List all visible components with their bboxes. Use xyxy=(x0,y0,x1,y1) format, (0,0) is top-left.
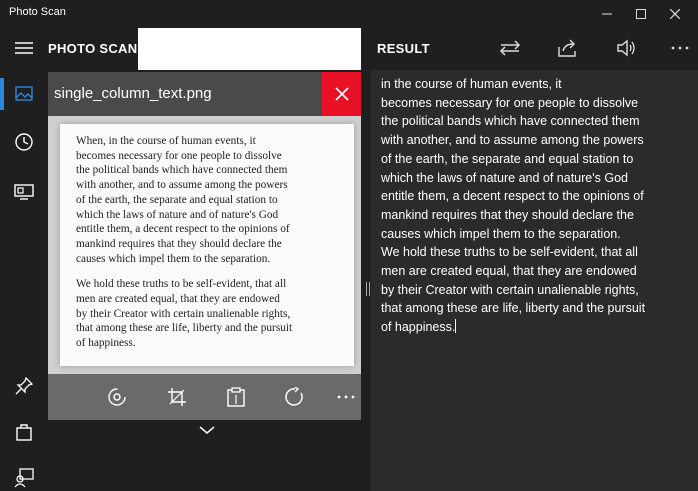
close-icon xyxy=(335,87,349,101)
left-rail xyxy=(0,28,48,491)
card-close-button[interactable] xyxy=(322,72,361,116)
card-filename: single_column_text.png xyxy=(54,85,212,102)
rotate-icon xyxy=(285,387,305,407)
result-more-button[interactable] xyxy=(667,36,693,60)
menu-button[interactable] xyxy=(0,28,48,68)
app-title: Photo Scan xyxy=(9,6,66,18)
scan-icon xyxy=(107,387,127,407)
close-icon xyxy=(670,9,680,19)
close-window-button[interactable] xyxy=(652,0,698,28)
panel-splitter[interactable] xyxy=(361,28,371,491)
store-bag-icon xyxy=(16,423,32,441)
splitter-grip-icon[interactable] xyxy=(366,282,370,296)
document-paragraph: We hold these truths to be self-evident, that all men are created equal, that they are endowed by their Creator with certain unalienable rights, that among these are life, liberty and the pursuit of happiness. xyxy=(76,278,293,350)
result-text-area[interactable] xyxy=(371,70,698,491)
nav-item-screen[interactable] xyxy=(0,172,48,212)
scanned-document-image xyxy=(60,124,354,366)
more-icon xyxy=(671,46,689,50)
minimize-icon xyxy=(602,9,612,19)
card-toolbar xyxy=(48,374,361,420)
text-caret xyxy=(455,319,456,333)
paste-button[interactable] xyxy=(223,384,249,410)
nav-item-store[interactable] xyxy=(0,412,48,452)
monitor-icon xyxy=(14,184,34,200)
swap-icon xyxy=(499,40,521,56)
swap-button[interactable] xyxy=(497,36,523,60)
share-button[interactable] xyxy=(555,36,581,60)
card-image-area xyxy=(48,116,361,374)
more-icon xyxy=(337,395,355,399)
maximize-icon xyxy=(636,9,646,19)
crop-icon xyxy=(167,387,187,407)
scan-button[interactable] xyxy=(104,384,130,410)
result-title: RESULT xyxy=(377,41,430,56)
nav-item-feedback[interactable] xyxy=(0,458,48,491)
card-header xyxy=(48,72,361,116)
result-text[interactable]: in the course of human events, it becomes necessary for one people to dissolve the political bands which have connected them with another, and to assume among the powers of the earth, the separate and equal station to which the laws of nature and of nature's God entitle them, a decent respect to the opinions of mankind requires that they should declare the causes which impel them to the separation. We hold these truths to be self-evident, that all men are created equal, that they are endowed by their Creator with certain unalienable rights, that among these are life, liberty and the pursuit of happiness. xyxy=(381,77,646,335)
nav-item-history[interactable] xyxy=(0,122,48,162)
photo-scan-input[interactable] xyxy=(138,28,361,70)
speaker-icon xyxy=(617,39,637,57)
chevron-down-icon xyxy=(199,425,215,435)
read-aloud-button[interactable] xyxy=(614,36,640,60)
nav-item-pin[interactable] xyxy=(0,366,48,406)
history-icon xyxy=(14,132,34,152)
hamburger-menu-icon xyxy=(15,41,33,55)
image-icon xyxy=(15,86,33,102)
document-paragraph: When, in the course of human events, it becomes necessary for one people to dissolve the political bands which have connected them with another, and to assume among the powers of the earth, the separate and equal station to which the laws of nature and of nature's God entitle them, a decent respect to the opinions of mankind requires that they should declare the causes which impel them to the separation. xyxy=(76,135,290,265)
image-card xyxy=(48,72,361,420)
pin-icon xyxy=(15,377,33,395)
feedback-icon xyxy=(14,468,34,488)
crop-button[interactable] xyxy=(164,384,190,410)
more-tools-button[interactable] xyxy=(333,384,359,410)
nav-item-images[interactable] xyxy=(0,74,48,114)
title-bar xyxy=(0,0,698,28)
expand-button[interactable] xyxy=(196,421,218,439)
paste-icon xyxy=(227,387,245,407)
photo-scan-title: PHOTO SCAN xyxy=(48,41,138,56)
share-icon xyxy=(558,39,578,57)
rotate-button[interactable] xyxy=(282,384,308,410)
